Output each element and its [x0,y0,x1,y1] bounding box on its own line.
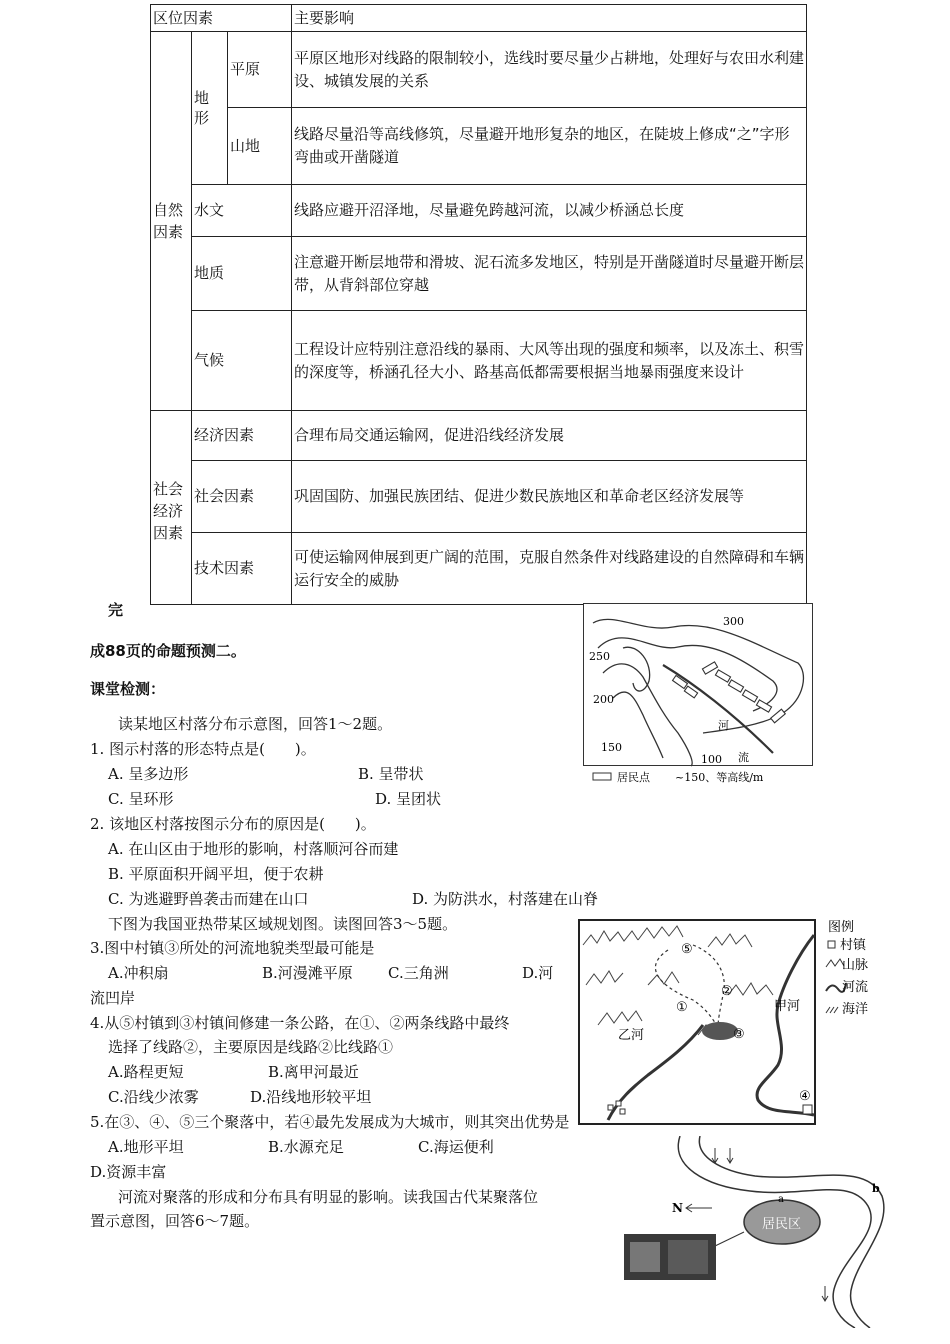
river-label-2: 流 [738,751,749,764]
table-row [151,533,807,605]
table-row [151,311,807,411]
table-row [151,411,807,461]
natural-factor-text: 自然因素 [153,201,184,241]
ancient-settlement-map [620,1136,892,1328]
legend-mountain: 山脉 [842,958,869,973]
regional-planning-map [578,915,878,1127]
geology-text: 注意避开断层地带和滑坡、泥石流多发地区，特别是开凿隧道时尽量避开断层带，从背斜部位穿越 [292,237,807,311]
village-contour-map [583,603,813,785]
q2-option-a: A. 在山区由于地形的影响，村落顺河谷而建 [108,840,399,858]
terrain-label [192,32,228,185]
table-row [151,237,807,311]
location-factors-table [150,4,807,605]
question-2: 2. 该地区村落按图示分布的原因是( )。 [90,815,376,833]
contour-label-300: 300 [723,615,744,628]
economic-text: 合理布局交通运输网，促进沿线经济发展 [292,411,807,461]
complete-text-2: 成88页的命题预测二。 [90,642,246,660]
q5-option-c: C.海运便利 [418,1138,494,1156]
question-5: 5.在③、④、⑤三个聚落中，若④最先发展成为大城市，则其突出优势是 [90,1113,570,1131]
table-row [151,108,807,185]
legend-river: 河流 [842,980,869,995]
marker-2: ② [721,984,733,999]
q1-option-a: A. 呈多边形 [108,765,189,783]
legend-settlement-icon [593,773,611,780]
flow-arrows [712,1148,733,1163]
hydrology-label: 水文 [192,185,292,237]
legend-title: 图例 [828,920,855,935]
marker-4: ④ [799,1089,811,1104]
q4-option-d: D.沿线地形较平坦 [250,1088,372,1106]
legend-settlement-label: 居民点 [617,771,650,784]
class-check-heading: 课堂检测： [90,680,166,698]
mountain-text: 线路尽量沿等高线修筑，尽量避开地形复杂的地区，在陡坡上修成“之”字形弯曲或开凿隧道 [292,108,807,185]
q5-option-b: B.水源充足 [268,1138,344,1156]
legend-town-icon [828,941,835,948]
header-factor: 区位因素 [151,5,292,32]
flow-arrow-down [822,1286,828,1301]
q4-option-c: C.沿线少浓雾 [108,1088,199,1106]
header-impact: 主要影响 [292,5,807,32]
technology-label: 技术因素 [192,533,292,605]
mountain-label: 山地 [228,108,292,185]
geology-label: 地质 [192,237,292,311]
q2-option-b: B. 平原面积开阔平坦，便于农耕 [108,865,324,883]
contour-label-250: 250 [589,650,610,663]
q3-option-a: A.冲积扇 [108,964,169,982]
marker-5: ⑤ [681,942,693,957]
social-factor-label [151,411,192,605]
q4-option-b: B.离甲河最近 [268,1063,359,1081]
north-label: N [672,1201,683,1215]
q3-option-c: C.三角洲 [388,964,449,982]
question-4-cont: 选择了线路②，主要原因是线路②比线路① [108,1038,394,1056]
legend-ocean-icon [826,1007,838,1013]
table-row [151,461,807,533]
q1-option-d: D. 呈团状 [375,790,442,808]
marker-3: ③ [733,1027,745,1042]
intro-3b: 置示意图，回答6～7题。 [90,1212,260,1230]
mark-b: b [872,1182,880,1195]
mark-a: a [778,1194,784,1205]
legend-ocean: 海洋 [842,1002,869,1017]
table-row [151,32,807,108]
q4-option-a: A.路程更短 [108,1063,184,1081]
table-header-row [151,5,807,32]
legend-contour-label: ~150、等高线/m [675,771,764,784]
intro-2: 下图为我国亚热带某区域规划图。读图回答3～5题。 [108,915,458,933]
question-3: 3.图中村镇③所处的河流地貌类型最可能是 [90,939,375,957]
natural-factor-label [151,32,192,411]
q2-option-d: D. 为防洪水，村落建在山脊 [412,890,599,908]
hydrology-text: 线路应避开沼泽地，尽量避免跨越河流，以减少桥涵总长度 [292,185,807,237]
photo-building [668,1240,708,1274]
technology-text: 可使运输网伸展到更广阔的范围，克服自然条件对线路建设的自然障碍和车辆运行安全的威胁 [292,533,807,605]
table-row [151,185,807,237]
climate-label: 气候 [192,311,292,411]
society-label: 社会因素 [192,461,292,533]
river-jia-label: 甲河 [774,999,801,1014]
terrain-text: 地形 [194,89,210,127]
question-1: 1. 图示村落的形态特点是( )。 [90,740,316,758]
contour-label-100: 100 [701,753,722,766]
contour-label-150: 150 [601,741,622,754]
q3-option-b: B.河漫滩平原 [262,964,353,982]
social-factor-text: 社会经济因素 [153,480,184,542]
settlement-label: 居民区 [762,1217,802,1232]
marker-1: ① [676,1000,688,1015]
plain-label: 平原 [228,32,292,108]
plain-text: 平原区地形对线路的限制较小，选线时要尽量少占耕地，处理好与农田水利建设、城镇发展的关系 [292,32,807,108]
q1-option-b: B. 呈带状 [358,765,424,783]
photo-building [630,1242,660,1272]
q3-option-d: D.河 [522,964,554,982]
legend-town: 村镇 [840,938,867,953]
complete-text-1: 完 [108,601,124,619]
society-text: 巩固国防、加强民族团结、促进少数民族地区和革命老区经济发展等 [292,461,807,533]
q5-option-d: D.资源丰富 [90,1163,167,1181]
intro-3a: 河流对聚落的形成和分布具有明显的影响。读我国古代某聚落位 [118,1188,539,1206]
q1-option-c: C. 呈环形 [108,790,174,808]
contour-label-200: 200 [593,693,614,706]
north-arrow-icon [686,1204,712,1212]
economic-label: 经济因素 [192,411,292,461]
climate-text: 工程设计应特别注意沿线的暴雨、大风等出现的强度和频率，以及冻土、积雪的深度等，桥涵孔径大小、路基高低都需要根据当地暴雨强度来设计 [292,311,807,411]
q5-option-a: A.地形平坦 [108,1138,184,1156]
q2-option-c: C. 为逃避野兽袭击而建在山口 [108,890,309,908]
q3-option-d-cont: 流凹岸 [90,989,136,1007]
river-label-1: 河 [718,719,729,732]
intro-1: 读某地区村落分布示意图，回答1～2题。 [118,715,393,733]
river-yi-label: 乙河 [618,1028,645,1043]
photo-pointer [715,1232,744,1246]
question-4: 4.从⑤村镇到③村镇间修建一条公路，在①、②两条线路中最终 [90,1014,510,1032]
